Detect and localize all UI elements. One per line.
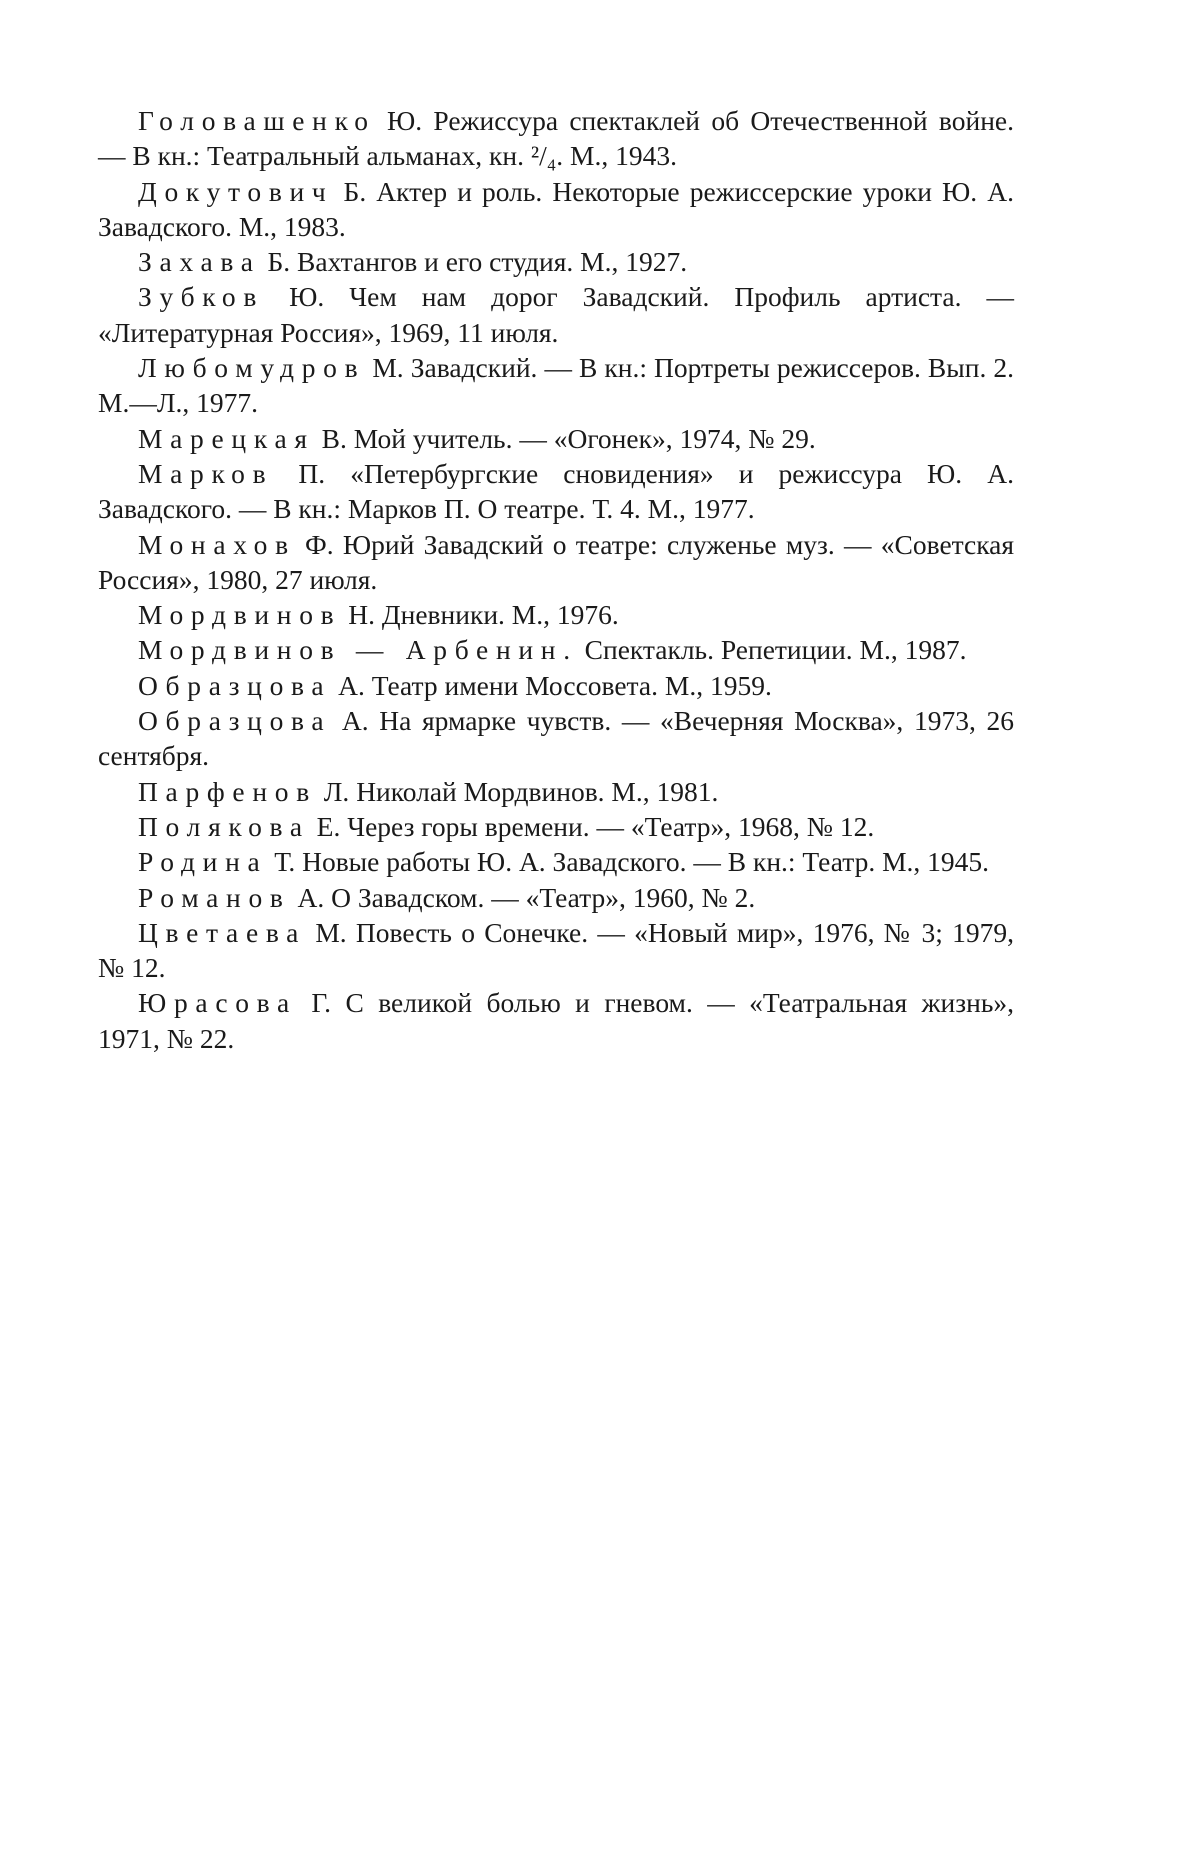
entry-author: Полякова: [138, 810, 310, 842]
entry-text: Через горы времени. — «Театр», 1968, № 12.: [340, 810, 875, 842]
entry-text: Николай Мордвинов. М., 1981.: [349, 775, 719, 807]
bibliography-entry: [98, 103, 1014, 174]
entry-author: Мордвинов — Арбенин.: [138, 634, 578, 666]
entry-initials: Ф.: [295, 528, 334, 560]
entry-author: Зубков: [138, 281, 265, 313]
entry-initials: М.: [365, 352, 404, 384]
bibliography-entry: [98, 279, 1014, 350]
bibliography-entry: [98, 632, 1014, 667]
bibliography-entry: [98, 809, 1014, 844]
entry-text: Вахтангов и его студия. М., 1927.: [290, 246, 688, 278]
entry-initials: Г.: [296, 987, 332, 1019]
bibliography-entry: [98, 774, 1014, 809]
bibliography-entry: [98, 703, 1014, 774]
entry-text: Актер и роль. Некоторые режиссерские уроки Ю. А. Завадского. М., 1983.: [98, 175, 1014, 242]
entry-author: Захава: [138, 246, 261, 278]
bibliography-entry: [98, 456, 1014, 527]
bibliography-entry: [98, 244, 1014, 279]
bibliography-entry: [98, 985, 1014, 1056]
entry-initials: Ю.: [375, 105, 423, 136]
entry-author: Цветаева: [138, 916, 307, 948]
entry-initials: П.: [273, 457, 326, 489]
entry-text: На ярмарке чувств. — «Вечерняя Москва», 1973, 26 сентября.: [98, 705, 1014, 772]
entry-initials: Ю.: [264, 281, 325, 313]
bibliography-list: [98, 103, 1014, 1056]
entry-initials: А.: [290, 881, 325, 913]
bibliography-entry: [98, 350, 1014, 421]
entry-text: Новые работы Ю. А. Завадского. — В кн.: Театр. М., 1945.: [295, 846, 990, 878]
entry-text: Повесть о Сонечке. — «Новый мир», 1976, № 3; 1979, № 12.: [98, 916, 1014, 984]
bibliography-entry: [98, 668, 1014, 703]
bibliography-entry: [98, 915, 1014, 986]
entry-initials: Т.: [267, 846, 296, 878]
entry-text: Режиссура спектаклей об Отечественной войне. — В кн.: Театральный альманах, кн. ²/₄. М., 1943.: [98, 105, 1014, 172]
entry-initials: А.: [331, 705, 369, 737]
entry-text: О Завадском. — «Театр», 1960, № 2.: [324, 881, 756, 913]
entry-initials: Н.: [341, 599, 375, 631]
entry-author: Любомудров: [138, 352, 366, 384]
entry-author: Романов: [138, 881, 291, 913]
entry-text: Театр имени Моссовета. М., 1959.: [364, 669, 772, 701]
bibliography-entry: [98, 174, 1014, 245]
entry-initials: Б.: [260, 246, 291, 278]
entry-text: «Петербургские сновидения» и режиссура Ю. А. Завадского. — В кн.: Марков П. О театре. Т. 4. М., 1977.: [98, 457, 1014, 525]
entry-initials: Л.: [316, 775, 350, 807]
entry-text: Завадский. — В кн.: Портреты режиссеров. Вып. 2. М.—Л., 1977.: [98, 352, 1014, 419]
entry-text: Юрий Завадский о театре: служенье муз. — «Советская Россия», 1980, 27 июля.: [98, 528, 1015, 595]
entry-initials: В.: [314, 422, 347, 454]
bibliography-entry: [98, 844, 1014, 879]
bibliography-entry: [98, 527, 1014, 598]
entry-author: Монахов: [138, 528, 296, 560]
entry-text: Чем нам дорог Завадский. Профиль артиста. — «Литературная Россия», 1969, 11 июля.: [98, 281, 1015, 348]
entry-author: Родина: [138, 846, 268, 878]
bibliography-entry: [98, 421, 1014, 456]
entry-author: Докутович: [138, 175, 334, 207]
entry-author: Марецкая: [138, 422, 315, 454]
entry-author: Юрасова: [138, 987, 297, 1019]
entry-text: Дневники. М., 1976.: [374, 599, 619, 631]
entry-author: Головашенко: [138, 105, 376, 136]
entry-initials: М.: [306, 916, 347, 948]
entry-author: Парфенов: [138, 775, 317, 807]
bibliography-entry: [98, 597, 1014, 632]
entry-text: Спектакль. Репетиции. М., 1987.: [577, 634, 967, 666]
entry-author: Марков: [138, 457, 274, 489]
bibliography-entry: [98, 880, 1014, 915]
entry-initials: Б.: [333, 175, 367, 207]
entry-author: Мордвинов: [138, 599, 342, 631]
entry-author: Образцова: [138, 705, 332, 737]
entry-initials: А.: [331, 669, 365, 701]
entry-initials: Е.: [309, 810, 341, 842]
entry-author: Образцова: [138, 669, 332, 701]
entry-text: Мой учитель. — «Огонек», 1974, № 29.: [346, 422, 816, 454]
entry-text: С великой болью и гневом. — «Театральная жизнь», 1971, № 22.: [98, 987, 1014, 1054]
